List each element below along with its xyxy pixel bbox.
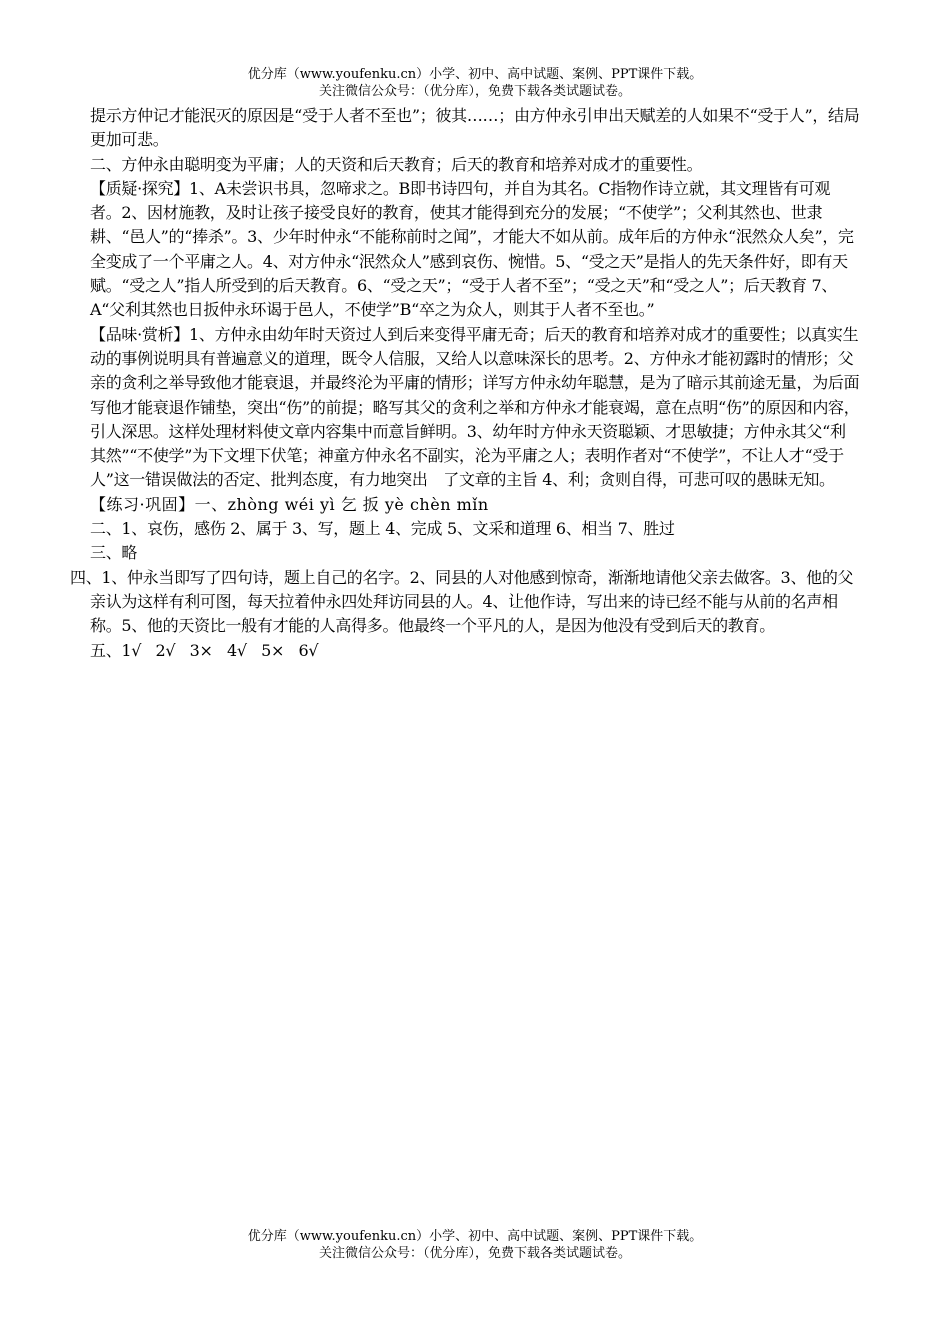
page-header (0, 66, 950, 100)
paragraph-question-explore: 【质疑·探究】1、A未尝识书具，忽啼求之。B即书诗四句，并自为其名。C指物作诗立就，其文理皆有可观者。2、因材施教，及时让孩子接受良好的教育，使其才能得到充分的发展；“不使学”；父利其然也、世隶耕、“邑人”的“捧杀”。3、少年时仲永“不能称前时之闻”，才能大不如从前。成年后的方仲永“泯然众人矣”，完全变成了一个平庸之人。4、对方仲永“泯然众人”感到哀伤、惋惜。5、“受之天”是指人的先天条件好，即有天赋。“受之人”指人所受到的后天教育。6、“受之天”；“受于人者不至”；“受之天”和“受之人”；后天教育 7、A“父利其然也日扳仲永环谒于邑人，不使学”B“卒之为众人，则其于人者不至也。” (90, 178, 854, 320)
paragraph-practice: 【练习·巩固】一、zhòng wéi yì 乞 扳 yè chèn mǐn (90, 494, 489, 514)
page-footer (0, 1228, 950, 1262)
paragraph-appreciation: 【品味·赏析】1、方仲永由幼年时天资过人到后来变得平庸无奇；后天的教育和培养对成才的重要性；以真实生动的事例说明具有普遍意义的道理，既令人信服，又给人以意味深长的思考。2、方仲永才能初露时的情形；父亲的贪利之举导致他才能衰退，并最终沦为平庸的情形；详写方仲永幼年聪慧，是为了暗示其前途无量，为后面写他才能衰退作铺垫，突出“伤”的前提；略写其父的贪利之举和方仲永才能衰竭，意在点明“伤”的原因和内容，引人深思。这样处理材料使文章内容集中而意旨鲜明。3、幼年时方仲永天资聪颖、才思敏捷；方仲永其父“利其然”“不使学”为下文埋下伏笔；神童方仲永名不副实，沦为平庸之人；表明作者对“不使学”，不让人才“受于人”这一错误做法的否定、批判态度，有力地突出 了文章的主旨 4、利；贪则自得，可悲可叹的愚昧无知。 (90, 324, 860, 490)
paragraph-answer-3: 三、略 (90, 543, 138, 563)
footer-line-1: 优分库（www.youfenku.cn）小学、初中、高中试题、案例、PPT课件下载。 (247, 1229, 703, 1244)
header-line-2: 关注微信公众号：（优分库），免费下载各类试题试卷。 (318, 84, 631, 99)
header-line-1: 优分库（www.youfenku.cn）小学、初中、高中试题、案例、PPT课件下载。 (247, 67, 703, 82)
paragraph-answer-2: 二、1、哀伤，感伤 2、属于 3、写，题上 4、完成 5、文采和道理 6、相当 7、胜过 (90, 519, 675, 539)
paragraph-answer-5: 五、1√ 2√ 3× 4√ 5× 6√ (90, 640, 319, 660)
paragraph-hint: 提示方仲记才能泯灭的原因是“受于人者不至也”；彼其……；由方仲永引申出天赋差的人如果不“受于人”，结局更加可悲。 (90, 106, 860, 150)
paragraph-section-2: 二、方仲永由聪明变为平庸；人的天资和后天教育；后天的教育和培养对成才的重要性。 (90, 154, 703, 174)
footer-line-2: 关注微信公众号：（优分库），免费下载各类试题试卷。 (318, 1246, 631, 1261)
paragraph-answer-4: 四、1、仲永当即写了四句诗，题上自己的名字。2、同县的人对他感到惊奇，渐渐地请他父亲去做客。3、他的父亲认为这样有利可图，每天拉着仲永四处拜访同县的人。4、让他作诗，写出来的诗已经不能与从前的名声相称。5、他的天资比一般有才能的人高得多。他最终一个平凡的人，是因为他没有受到后天的教育。 (70, 567, 854, 636)
document-body (70, 104, 860, 663)
